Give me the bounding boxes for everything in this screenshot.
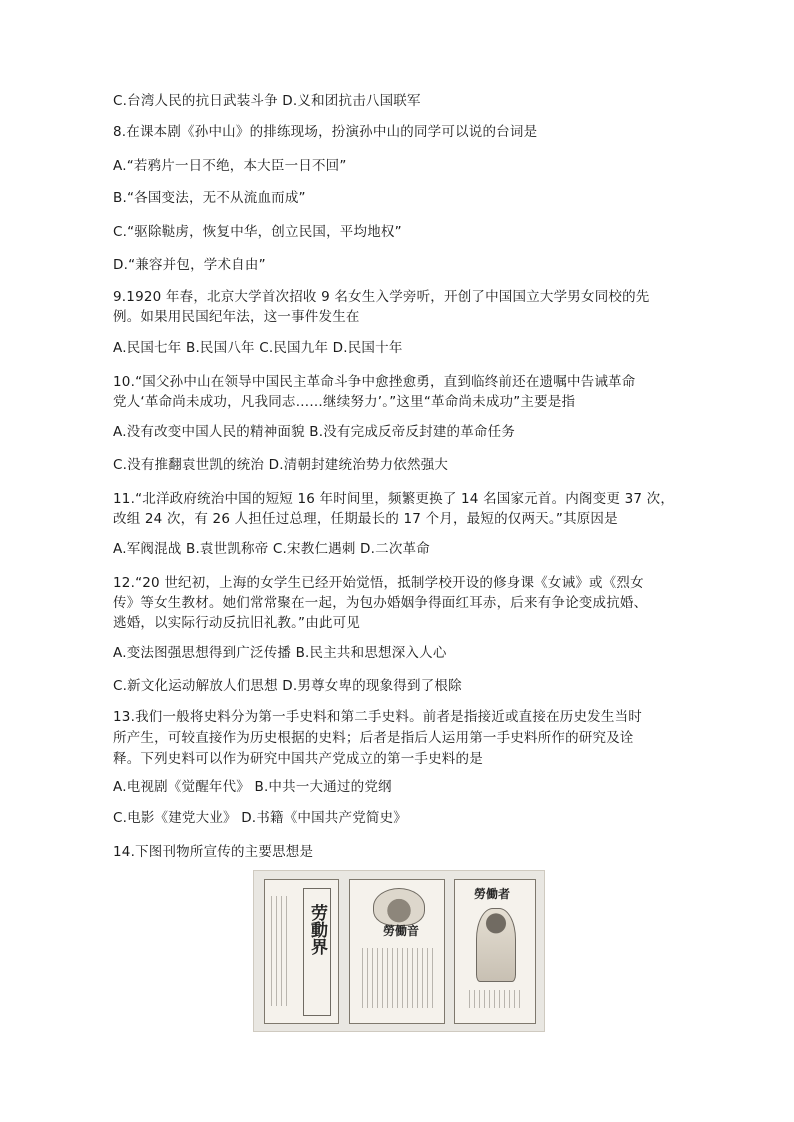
q9-options: A.民国七年 B.民国八年 C.民国九年 D.民国十年 xyxy=(113,340,403,356)
q14-publications-figure xyxy=(253,870,545,1032)
q13-options-cd: C.电影《建党大业》 D.书籍《中国共产党简史》 xyxy=(113,810,407,826)
q10-question-line-1: 10.“国父孙中山在领导中国民主革命斗争中愈挫愈勇，直到临终前还在遗嘱中告诫革命 xyxy=(113,374,636,390)
q12-question-line-2: 传》等女生教材。她们常常聚在一起，为包办婚姻争得面红耳赤，后来有争论变成抗婚、 xyxy=(113,595,648,611)
poster-text-columns xyxy=(362,948,434,1008)
q10-options-cd: C.没有推翻袁世凯的统治 D.清朝封建统治势力依然强大 xyxy=(113,457,449,473)
q8-option-a: A.“若鸦片一日不绝，本大臣一日不回” xyxy=(113,158,347,174)
q13-options-ab: A.电视剧《觉醒年代》 B.中共一大通过的党纲 xyxy=(113,779,392,795)
poster-labor-voice xyxy=(349,879,445,1024)
q11-question-line-1: 11.“北洋政府统治中国的短短 16 年时间里，频繁更换了 14 名国家元首。内阁变更 37 次， xyxy=(113,491,675,507)
q9-question-line-1: 9.1920 年春，北京大学首次招收 9 名女生入学旁听，开创了中国国立大学男女同校的先 xyxy=(113,289,650,305)
q13-question-line-2: 所产生，可较直接作为历史根据的史料；后者是指后人运用第一手史料所作的研究及诠 xyxy=(113,730,634,746)
poster-text-columns xyxy=(469,990,523,1008)
poster-figure-illustration xyxy=(476,908,516,982)
poster-text-columns xyxy=(271,896,291,1006)
poster-illustration xyxy=(373,888,425,926)
q12-options-cd: C.新文化运动解放人们思想 D.男尊女卑的现象得到了根除 xyxy=(113,678,462,694)
poster-title-labor-voice: 勞働音 xyxy=(383,924,420,938)
q12-question-line-1: 12.“20 世纪初，上海的女学生已经开始觉悟，抵制学校开设的修身课《女诫》或《烈女 xyxy=(113,575,644,591)
q8-option-d: D.“兼容并包，学术自由” xyxy=(113,257,266,273)
q13-question-line-3: 释。下列史料可以作为研究中国共产党成立的第一手史料的是 xyxy=(113,751,483,767)
q7-options-cd: C.台湾人民的抗日武装斗争 D.义和团抗击八国联军 xyxy=(113,93,421,109)
poster-title-frame xyxy=(303,888,331,1016)
poster-title-labor-world: 劳動界 xyxy=(307,904,327,955)
q8-question: 8.在课本剧《孙中山》的排练现场，扮演孙中山的同学可以说的台词是 xyxy=(113,124,538,140)
poster-labor-world xyxy=(264,879,339,1024)
q11-question-line-2: 改组 24 次，有 26 人担任过总理，任期最长的 17 个月，最短的仅两天。”其原因是 xyxy=(113,511,618,527)
poster-laborers xyxy=(454,879,536,1024)
q9-question-line-2: 例。如果用民国纪年法，这一事件发生在 xyxy=(113,309,360,325)
q8-option-b: B.“各国变法，无不从流血而成” xyxy=(113,190,306,206)
q12-options-ab: A.变法图强思想得到广泛传播 B.民主共和思想深入人心 xyxy=(113,645,447,661)
q12-question-line-3: 逃婚，以实际行动反抗旧礼教。”由此可见 xyxy=(113,615,361,631)
q13-question-line-1: 13.我们一般将史料分为第一手史料和第二手史料。前者是指接近或直接在历史发生当时 xyxy=(113,709,642,725)
q11-options: A.军阀混战 B.袁世凯称帝 C.宋教仁遇刺 D.二次革命 xyxy=(113,541,430,557)
q10-question-line-2: 党人‘革命尚未成功，凡我同志……继续努力’。”这里“革命尚未成功”主要是指 xyxy=(113,394,576,410)
q10-options-ab: A.没有改变中国人民的精神面貌 B.没有完成反帝反封建的革命任务 xyxy=(113,424,516,440)
q8-option-c: C.“驱除鞑虏，恢复中华，创立民国，平均地权” xyxy=(113,224,402,240)
poster-title-laborers: 勞働者 xyxy=(474,887,511,901)
q14-question: 14.下图刊物所宣传的主要思想是 xyxy=(113,844,314,860)
